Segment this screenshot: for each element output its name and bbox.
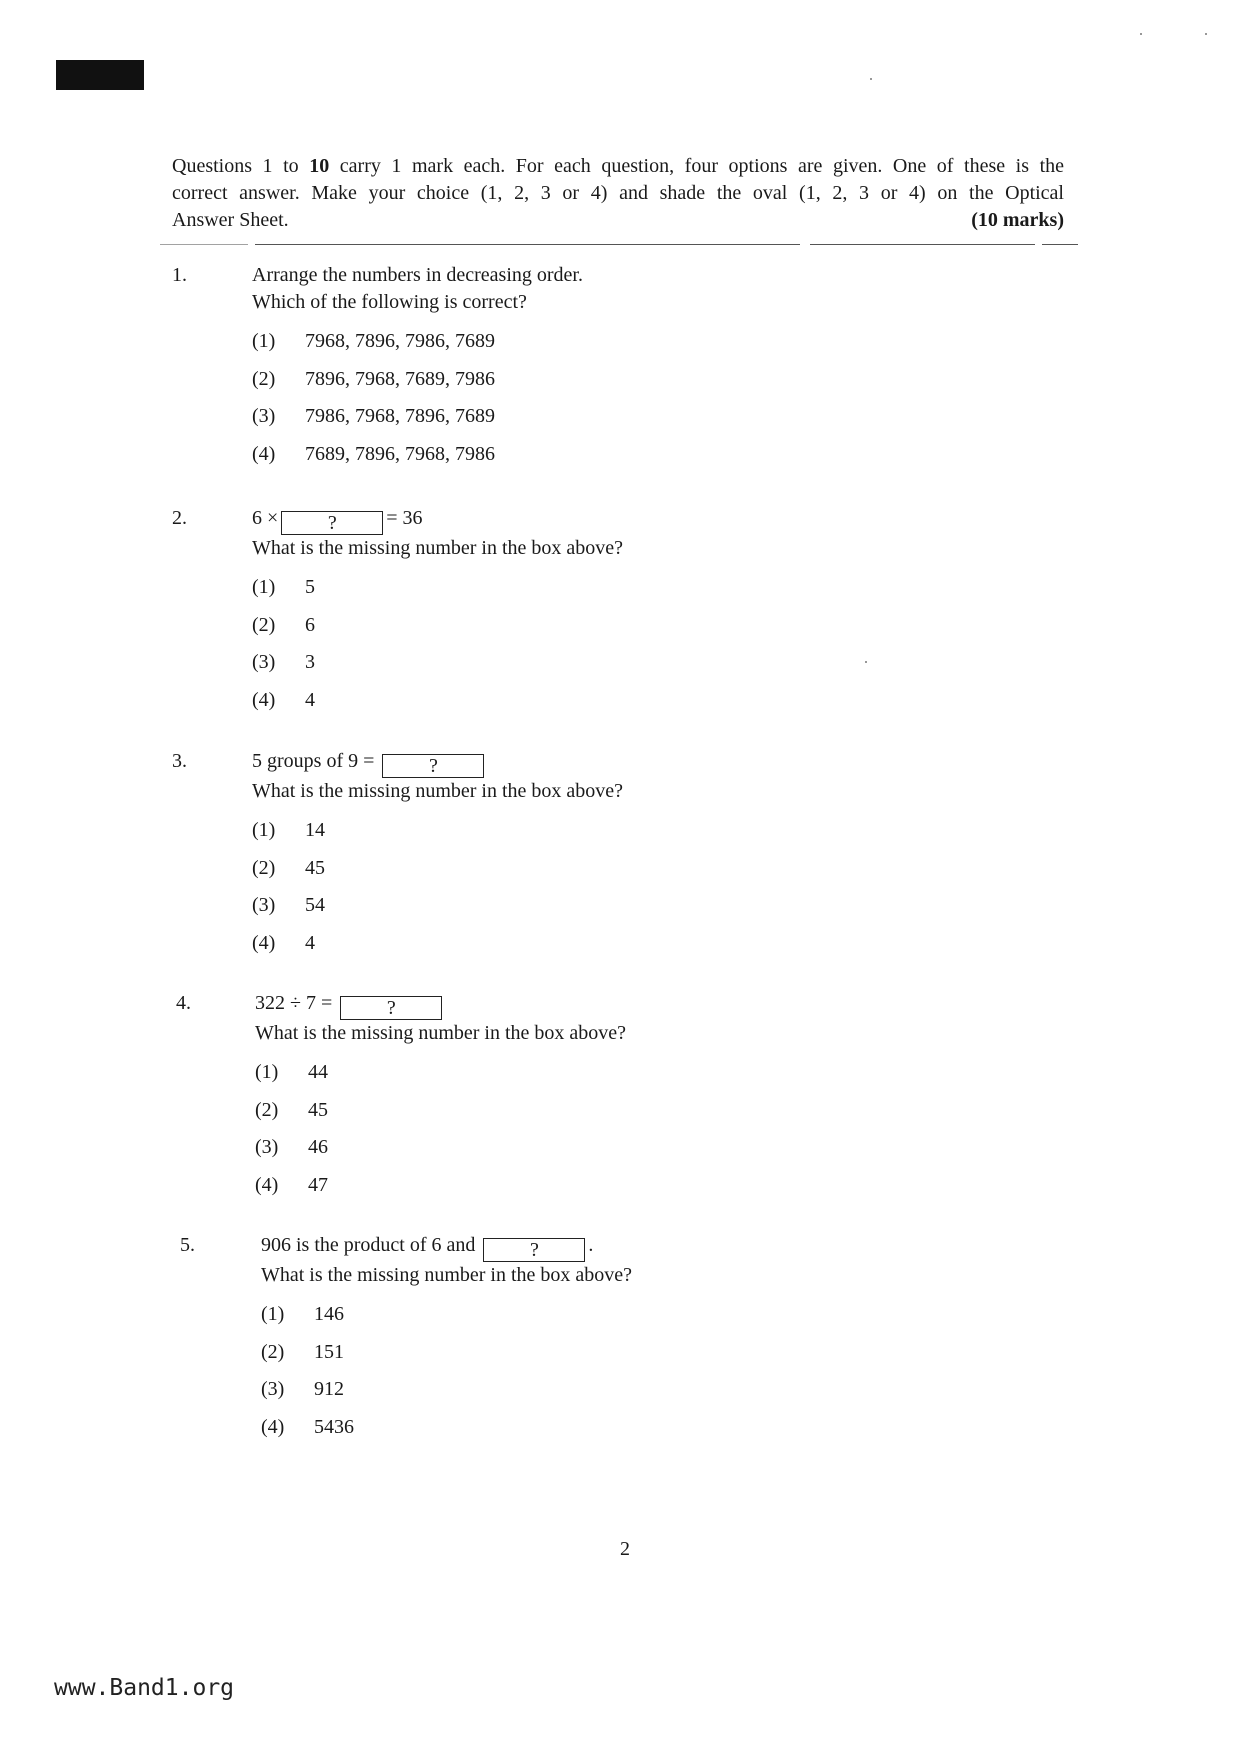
equation-left: 906 is the product of 6 and bbox=[261, 1234, 476, 1256]
option[interactable] bbox=[252, 366, 583, 404]
equation-right: . bbox=[588, 1234, 594, 1256]
option-value: 4 bbox=[305, 931, 315, 954]
option-value: 5 bbox=[305, 576, 315, 598]
instructions-line-3 bbox=[172, 207, 1064, 234]
option-label: (3) bbox=[252, 894, 276, 916]
scan-speck bbox=[870, 78, 872, 80]
option-list bbox=[261, 1301, 632, 1451]
instructions-text: Answer Sheet. bbox=[172, 209, 289, 231]
total-marks: (10 marks) bbox=[971, 209, 1064, 231]
question-number: 5. bbox=[180, 1234, 195, 1256]
option-value: 7689, 7896, 7968, 7986 bbox=[305, 442, 495, 465]
question-stem: Arrange the numbers in decreasing order. bbox=[252, 264, 583, 286]
scan-speck bbox=[1140, 33, 1142, 35]
option[interactable] bbox=[255, 1134, 626, 1172]
question-prompt: What is the missing number in the box above? bbox=[252, 537, 624, 559]
instructions-line-1 bbox=[172, 153, 1064, 180]
section-divider bbox=[160, 244, 1078, 247]
option[interactable] bbox=[255, 1097, 626, 1135]
option-label: (2) bbox=[255, 1098, 279, 1121]
question-prompt: What is the missing number in the box above? bbox=[252, 780, 624, 802]
option-label: (3) bbox=[261, 1378, 285, 1400]
instructions bbox=[172, 153, 1064, 234]
scan-speck bbox=[1205, 33, 1207, 35]
divider-segment bbox=[160, 244, 248, 245]
option-list bbox=[252, 817, 623, 967]
option-value: 14 bbox=[305, 819, 325, 841]
option[interactable] bbox=[261, 1301, 632, 1339]
equation-left: 5 groups of 9 = bbox=[252, 750, 375, 772]
missing-number-box: ? bbox=[483, 1238, 585, 1262]
option[interactable] bbox=[252, 612, 623, 650]
question-prompt: What is the missing number in the box above? bbox=[255, 1022, 627, 1044]
divider-segment bbox=[255, 244, 800, 245]
option[interactable] bbox=[252, 574, 623, 612]
option-list bbox=[252, 574, 623, 724]
option-value: 45 bbox=[305, 856, 325, 879]
question-stem bbox=[255, 990, 626, 1020]
instructions-text: Questions 1 to bbox=[172, 155, 310, 177]
divider-segment bbox=[1042, 244, 1078, 245]
option[interactable] bbox=[252, 328, 583, 366]
option-label: (1) bbox=[261, 1303, 285, 1325]
option-label: (1) bbox=[252, 576, 276, 598]
option-label: (2) bbox=[261, 1340, 285, 1363]
question-body bbox=[261, 1232, 632, 1451]
option-value: 5436 bbox=[314, 1415, 354, 1438]
option[interactable] bbox=[255, 1172, 626, 1210]
instructions-text: carry 1 mark each. For each question, four options are given. One of these is the bbox=[329, 155, 1065, 177]
question-body bbox=[252, 262, 583, 478]
missing-number-box: ? bbox=[382, 754, 484, 778]
option[interactable] bbox=[252, 930, 623, 968]
option-label: (3) bbox=[252, 651, 276, 673]
option[interactable] bbox=[252, 892, 623, 930]
option-label: (4) bbox=[252, 931, 276, 954]
question-prompt: What is the missing number in the box above? bbox=[261, 1264, 633, 1286]
option-label: (3) bbox=[252, 405, 276, 427]
option-label: (2) bbox=[252, 613, 276, 636]
divider-segment bbox=[810, 244, 1035, 245]
question-body bbox=[255, 990, 626, 1209]
option[interactable] bbox=[252, 687, 623, 725]
option-value: 7986, 7968, 7896, 7689 bbox=[305, 405, 495, 427]
option-value: 46 bbox=[308, 1136, 328, 1158]
option-label: (4) bbox=[252, 688, 276, 711]
option-label: (1) bbox=[255, 1061, 279, 1083]
option-label: (4) bbox=[261, 1415, 285, 1438]
option-value: 3 bbox=[305, 651, 315, 673]
option-label: (2) bbox=[252, 367, 276, 390]
question-stem bbox=[252, 748, 623, 778]
scan-speck bbox=[865, 661, 867, 663]
option[interactable] bbox=[252, 403, 583, 441]
missing-number-box: ? bbox=[340, 996, 442, 1020]
question-prompt: Which of the following is correct? bbox=[252, 291, 527, 313]
instructions-bold-number: 10 bbox=[309, 155, 330, 177]
equation-left: 6 × bbox=[252, 507, 279, 529]
page-number: 2 bbox=[620, 1538, 630, 1560]
option[interactable] bbox=[252, 855, 623, 893]
equation-left: 322 ÷ 7 = bbox=[255, 992, 333, 1014]
question-number: 4. bbox=[176, 992, 191, 1014]
option-label: (1) bbox=[252, 330, 276, 352]
option[interactable] bbox=[252, 649, 623, 687]
question-number: 1. bbox=[172, 264, 187, 286]
option-label: (3) bbox=[255, 1136, 279, 1158]
question-number: 3. bbox=[172, 750, 187, 772]
question-body bbox=[252, 505, 623, 724]
instructions-line-2: correct answer. Make your choice (1, 2, 3 or 4) and shade the oval (1, 2, 3 or 4) on the Optical bbox=[172, 182, 1064, 204]
option[interactable] bbox=[252, 441, 583, 479]
equation-right: = 36 bbox=[386, 507, 423, 529]
option-value: 912 bbox=[314, 1378, 344, 1400]
option-value: 151 bbox=[314, 1340, 344, 1363]
option-label: (1) bbox=[252, 819, 276, 841]
option-value: 47 bbox=[308, 1173, 328, 1196]
question-stem bbox=[261, 1232, 632, 1262]
option-value: 44 bbox=[308, 1061, 328, 1083]
option[interactable] bbox=[261, 1414, 632, 1452]
option-value: 7896, 7968, 7689, 7986 bbox=[305, 367, 495, 390]
option[interactable] bbox=[255, 1059, 626, 1097]
scan-redaction-block bbox=[56, 60, 144, 90]
footer-url[interactable]: www.Band1.org bbox=[54, 1675, 235, 1701]
question-number: 2. bbox=[172, 507, 187, 529]
option[interactable] bbox=[261, 1376, 632, 1414]
option-label: (2) bbox=[252, 856, 276, 879]
option-value: 4 bbox=[305, 688, 315, 711]
option-label: (4) bbox=[255, 1173, 279, 1196]
option[interactable] bbox=[252, 817, 623, 855]
question-body bbox=[252, 748, 623, 967]
missing-number-box: ? bbox=[281, 511, 383, 535]
option-value: 54 bbox=[305, 894, 325, 916]
option-value: 7968, 7896, 7986, 7689 bbox=[305, 330, 495, 352]
option-value: 45 bbox=[308, 1098, 328, 1121]
option-list bbox=[252, 328, 583, 478]
option-list bbox=[255, 1059, 626, 1209]
option-label: (4) bbox=[252, 442, 276, 465]
option-value: 146 bbox=[314, 1303, 344, 1325]
question-stem bbox=[252, 505, 623, 535]
option[interactable] bbox=[261, 1339, 632, 1377]
option-value: 6 bbox=[305, 613, 315, 636]
